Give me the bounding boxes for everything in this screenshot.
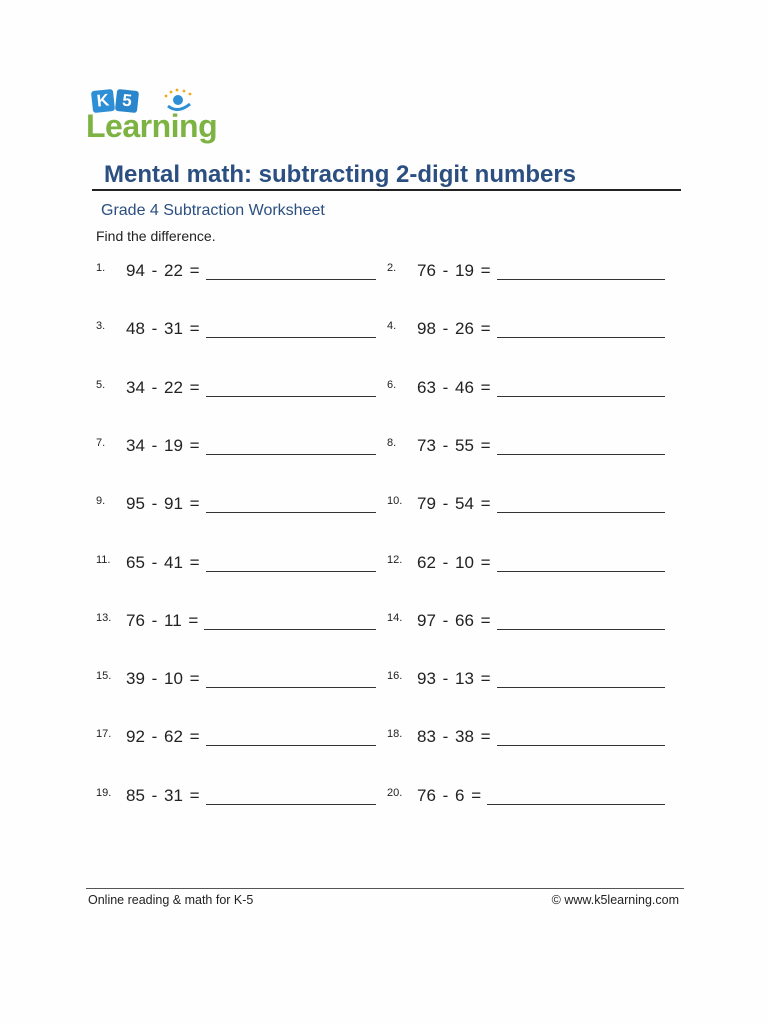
worksheet-subtitle: Grade 4 Subtraction Worksheet — [101, 202, 325, 219]
problem-expression: 76 - 11 = — [126, 610, 199, 630]
problem-expression: 62 - 10 = — [417, 552, 491, 572]
problem-expression: 98 - 26 = — [417, 319, 491, 339]
problem-number: 3. — [96, 320, 106, 333]
problem-number: 18. — [387, 728, 403, 741]
answer-blank[interactable] — [497, 512, 665, 513]
answer-blank[interactable] — [206, 337, 376, 338]
answer-blank[interactable] — [206, 279, 376, 280]
problem-expression: 97 - 66 = — [417, 610, 491, 630]
worksheet-title: Mental math: subtracting 2-digit numbers — [104, 161, 577, 188]
problem-expression: 93 - 13 = — [417, 669, 491, 689]
problem-expression: 65 - 41 = — [126, 552, 200, 572]
answer-blank[interactable] — [497, 629, 665, 630]
problem-expression: 76 - 19 = — [417, 261, 491, 280]
problem-expression: 85 - 31 = — [126, 785, 200, 805]
problem-number: 2. — [387, 262, 397, 274]
answer-blank[interactable] — [206, 396, 376, 397]
problem-number: 20. — [387, 786, 403, 799]
footer-divider — [86, 888, 684, 889]
answer-blank[interactable] — [487, 804, 665, 805]
title-divider — [92, 189, 681, 191]
footer-website: © www.k5learning.com — [551, 893, 679, 907]
problem-number: 7. — [96, 436, 106, 449]
problem-number: 1. — [96, 262, 106, 274]
problem-expression: 34 - 22 = — [126, 377, 200, 397]
logo-wordmark: Learning — [86, 108, 218, 144]
answer-blank[interactable] — [206, 571, 376, 572]
problem-number: 5. — [96, 378, 106, 391]
answer-blank[interactable] — [497, 571, 665, 572]
problem-expression: 94 - 22 = — [126, 261, 200, 280]
problem-number: 16. — [387, 670, 403, 683]
problem-expression: 76 - 6 = — [417, 785, 482, 805]
answer-blank[interactable] — [497, 337, 665, 338]
problem-expression: 79 - 54 = — [417, 494, 491, 514]
answer-blank[interactable] — [206, 512, 376, 513]
problem-number: 9. — [96, 495, 106, 508]
problem-number: 19. — [96, 786, 112, 799]
answer-blank[interactable] — [206, 804, 376, 805]
footer-tagline: Online reading & math for K-5 — [88, 893, 254, 907]
problem-expression: 73 - 55 = — [417, 435, 491, 455]
problem-number: 17. — [96, 728, 112, 741]
problem-number: 15. — [96, 670, 112, 683]
problem-expression: 63 - 46 = — [417, 377, 491, 397]
problem-number: 8. — [387, 436, 397, 449]
problem-expression: 83 - 38 = — [417, 727, 491, 747]
answer-blank[interactable] — [206, 687, 376, 688]
problem-number: 6. — [387, 378, 397, 391]
k5-learning-logo — [86, 88, 216, 150]
answer-blank[interactable] — [497, 745, 665, 746]
instruction-text: Find the difference. — [96, 228, 216, 244]
problem-number: 13. — [96, 611, 112, 624]
problem-number: 12. — [387, 553, 403, 566]
answer-blank[interactable] — [206, 454, 376, 455]
logo-badge-k: K — [91, 89, 115, 113]
problem-number: 10. — [387, 495, 403, 508]
problem-expression: 39 - 10 = — [126, 669, 200, 689]
answer-blank[interactable] — [497, 454, 665, 455]
answer-blank[interactable] — [206, 745, 376, 746]
problem-number: 14. — [387, 611, 403, 624]
logo-badge-5: 5 — [115, 89, 139, 113]
problem-expression: 34 - 19 = — [126, 435, 200, 455]
answer-blank[interactable] — [497, 687, 665, 688]
answer-blank[interactable] — [204, 629, 376, 630]
problem-number: 4. — [387, 320, 397, 333]
answer-blank[interactable] — [497, 279, 665, 280]
answer-blank[interactable] — [497, 396, 665, 397]
problem-expression: 95 - 91 = — [126, 494, 200, 514]
problem-expression: 48 - 31 = — [126, 319, 200, 339]
problem-expression: 92 - 62 = — [126, 727, 200, 747]
problem-number: 11. — [96, 553, 111, 566]
